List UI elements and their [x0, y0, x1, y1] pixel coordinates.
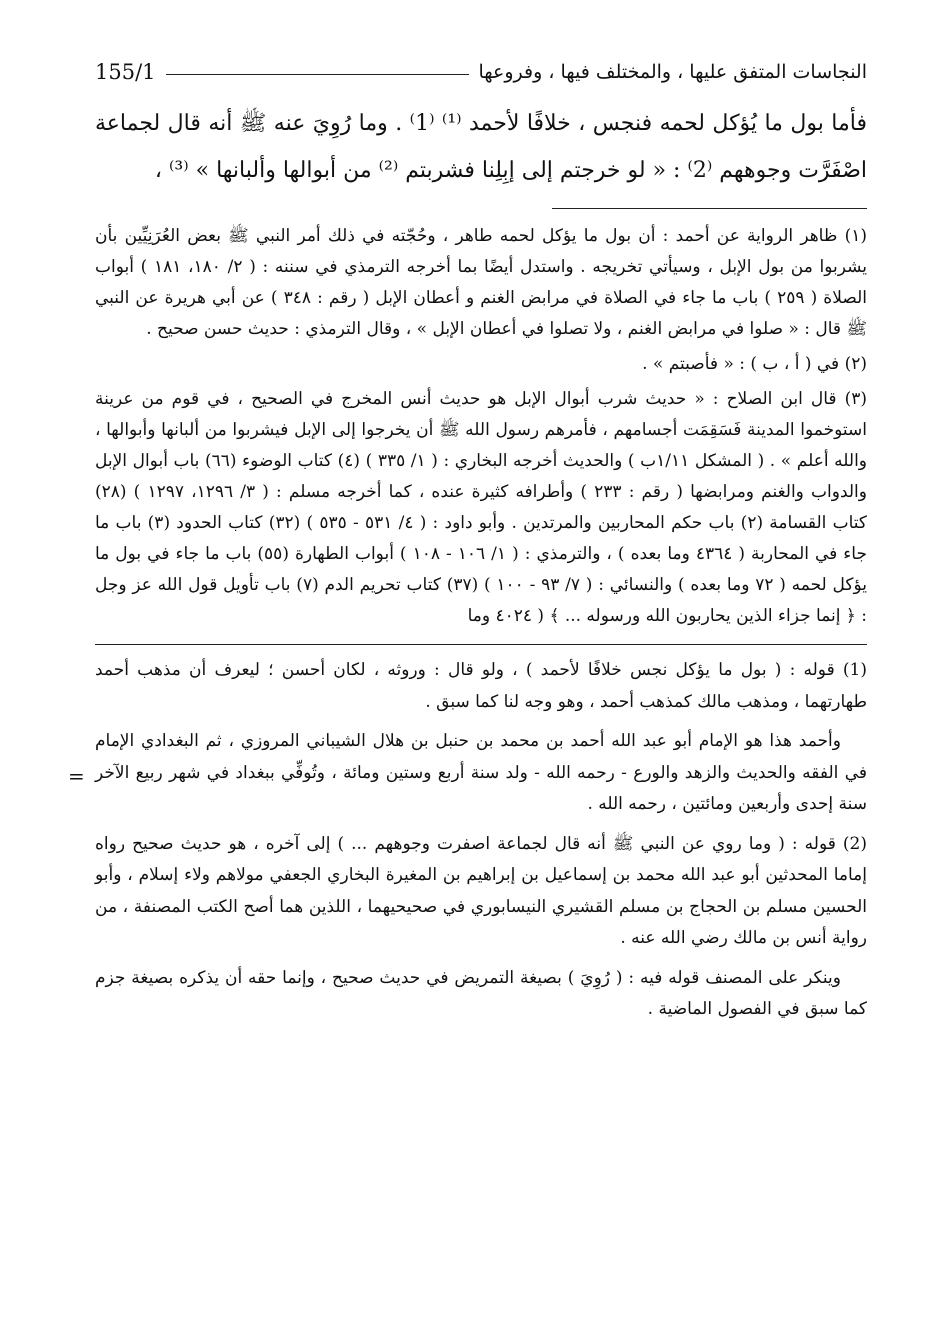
running-header [95, 52, 867, 92]
page-number: 155/1 [95, 60, 156, 84]
commentary-2-continued: وينكر على المصنف قوله فيه : ( رُوِيَ ) بصيغة التمريض في حديث صحيح ، وإنما حقه أن يذكره بصيغة جزم كما سبق في الفصول الماضية . [95, 967, 867, 1019]
footnote-2: (٢) في ( أ ، ب ) : « فأصبتم » . [642, 354, 867, 374]
commentary-1-continued: وأحمد هذا هو الإمام أبو عبد الله أحمد بن محمد بن حنبل بن هلال الشيباني المروزي ، ثم البغدادي الإمام في الفقه والحديث والزهد والورع - رحمه الله - ولد سنة أربع وستين ومائة ، وتُوفِّي ببغداد في شهر ربيع الآخر سنة إحدى وأربعين ومائتين ، رحمه الله . [95, 731, 867, 814]
main-paragraph: فأما بول ما يُؤكل لحمه فنجس ، خلافًا لأحمد ⁽¹⁾ ⁽1⁾ . وما رُوِيَ عنه ﷺ أنه قال لجماعة اصْفَرَّت وجوههم ⁽2⁾ : « لو خرجتم إلى إبِلِنا فشربتم ⁽²⁾ من أبوالها وألبانها » ⁽³⁾ ، [95, 111, 867, 183]
commentary-separator [95, 644, 867, 645]
continuation-mark: = [68, 764, 85, 788]
header-rule [166, 74, 469, 75]
footnote-1: (١) ظاهر الرواية عن أحمد : أن بول ما يؤكل لحمه طاهر ، وحُجّته في ذلك أمر النبي ﷺ بعض العُرَنِيِّين بأن يشربوا من بول الإبل ، وسيأتي تخريجه . واستدل أيضًا بما أخرجه الترمذي في سننه : ( ٢/ ١٨٠، ١٨١ ) أبواب الصلاة ( ٢٥٩ ) باب ما جاء في الصلاة في مرابض الغنم و أعطان الإبل ( رقم : ٣٤٨ ) عن أبي هريرة عن النبي ﷺ قال : « صلوا في مرابض الغنم ، ولا تصلوا في أعطان الإبل » ، وقال الترمذي : حديث حسن صحيح . [95, 226, 867, 339]
footnote-3: (٣) قال ابن الصلاح : « حديث شرب أبوال الإبل هو حديث أنس المخرج في الصحيح ، في قوم من عرينة استوخموا المدينة فَسَقِمَت أجسامهم ، فأمرهم رسول الله ﷺ أن يخرجوا إلى الإبل فيشربوا من ألبانها وأبوالها ، والله أعلم » . ( المشكل ١/١١ب ) والحديث أخرجه البخاري : ( ١/ ٣٣٥ ) (٤) كتاب الوضوء (٦٦) باب أبوال الإبل والدواب والغنم ومرابضها ( رقم : ٢٣٣ ) وأطرافه كثيرة عنده ، كما أخرجه مسلم : ( ٣/ ١٢٩٦، ١٢٩٧ ) (٢٨) كتاب القسامة (٢) باب حكم المحاربين والمرتدين . وأبو داود : ( ٤/ ٥٣١ - ٥٣٥ ) (٣٢) كتاب الحدود (٣) باب ما جاء في المحاربة ( ٤٣٦٤ وما بعده ) ، والترمذي : ( ١/ ١٠٦ - ١٠٨ ) أبواب الطهارة (٥٥) باب ما جاء في بول ما يؤكل لحمه ( ٧٢ وما بعده ) والنسائي : ( ٧/ ٩٣ - ١٠٠ ) (٣٧) كتاب تحريم الدم (٧) باب تأويل قول الله عز وجل : ﴿ إنما جزاء الذين يحاربون الله ورسوله ... ﴾ ( ٤٠٢٤ وما [95, 389, 868, 626]
commentary [95, 655, 867, 1026]
main-text [95, 100, 867, 194]
commentary-2: (2) قوله : ( وما روي عن النبي ﷺ أنه قال لجماعة اصفرت وجوههم ... ) إلى آخره ، هو حديث صحيح رواه إماما المحدثين أبو عبد الله محمد بن إسماعيل بن إبراهيم بن المغيرة البخاري الجعفي مولاهم ولاء إسلام ، وأبو الحسين مسلم بن الحجاج بن مسلم القشيري النيسابوري في صحيحيهما ، اللذين هما أصح الكتب المصنفة ، من رواية أنس بن مالك رضي الله عنه . [95, 833, 867, 948]
footnote-separator [552, 208, 867, 209]
chapter-title: النجاسات المتفق عليها ، والمختلف فيها ، وفروعها [478, 61, 867, 83]
footnotes [95, 221, 867, 632]
book-page [95, 52, 867, 1034]
commentary-1: (1) قوله : ( بول ما يؤكل نجس خلافًا لأحمد ) ، ولو قال : وروثه ، لكان أحسن ؛ ليعرف أن مذهب أحمد طهارتهما ، ومذهب مالك كمذهب أحمد ، وهو وجه لنا كما سبق . [95, 660, 867, 712]
